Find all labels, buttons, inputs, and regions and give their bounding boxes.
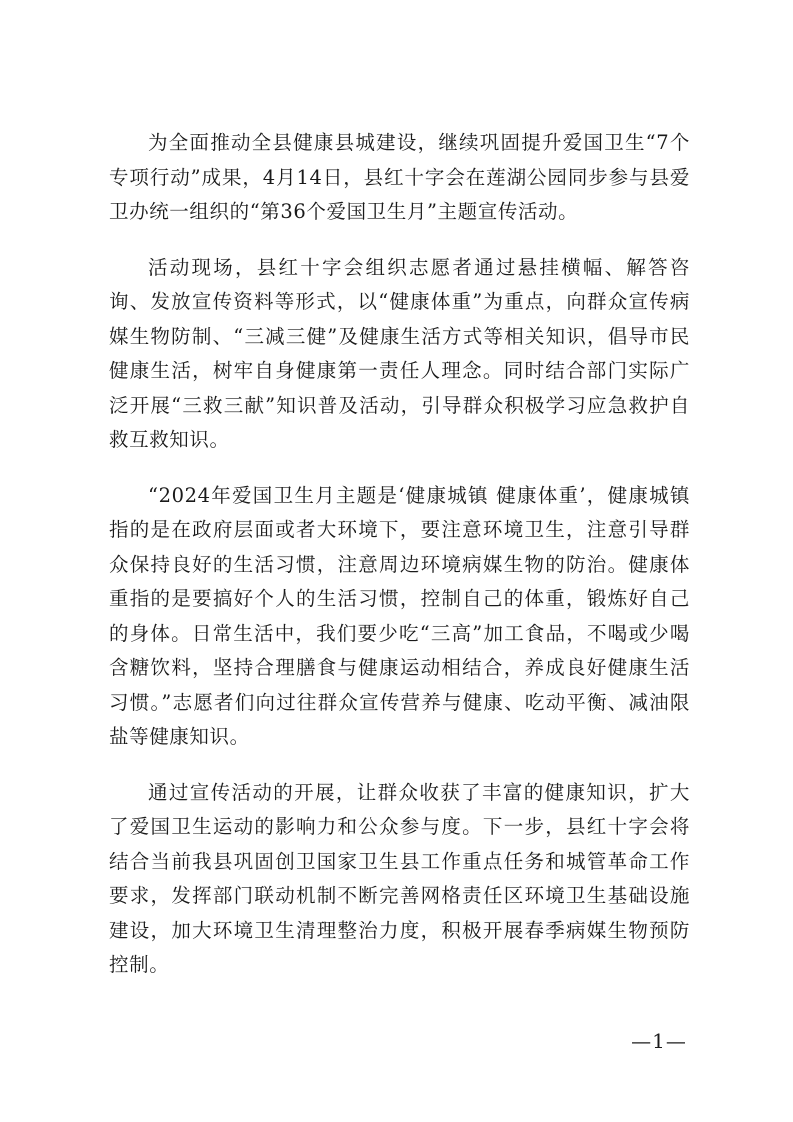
- paragraph-1: 为全面推动全县健康县城建设，继续巩固提升爱国卫生“7个专项行动”成果，4月14日，县红十字会在莲湖公园同步参与县爱卫办统一组织的“第36个爱国卫生月”主题宣传活动。: [109, 131, 690, 223]
- page-number: —1—: [631, 1029, 687, 1053]
- document-body: [109, 126, 690, 1004]
- paragraph-4: 通过宣传活动的开展，让群众收获了丰富的健康知识，扩大了爱国卫生运动的影响力和公众参与度。下一步，县红十字会将结合当前我县巩固创卫国家卫生县工作重点任务和城管革命工作要求，发挥部门联动机制不断完善网格责任区环境卫生基础设施建设，加大环境卫生清理整治力度，积极开展春季病媒生物预防控制。: [109, 780, 690, 976]
- paragraph-3: “2024年爱国卫生月主题是‘健康城镇 健康体重’，健康城镇指的是在政府层面或者大环境下，要注意环境卫生，注意引导群众保持良好的生活习惯，注意周边环境病媒生物的防治。健康体重指的是要搞好个人的生活习惯，控制自己的体重，锻炼好自己的身体。日常生活中，我们要少吃“三高”加工食品，不喝或少喝含糖饮料，坚持合理膳食与健康运动相结合，养成良好健康生活习惯。”志愿者们向过往群众宣传营养与健康、吃动平衡、减油限盐等健康知识。: [109, 483, 690, 748]
- paragraph-2: 活动现场，县红十字会组织志愿者通过悬挂横幅、解答咨询、发放宣传资料等形式，以“健康体重”为重点，向群众宣传病媒生物防制、“三减三健”及健康生活方式等相关知识，倡导市民健康生活，树牢自身健康第一责任人理念。同时结合部门实际广泛开展“三救三献”知识普及活动，引导群众积极学习应急救护自救互救知识。: [109, 255, 690, 451]
